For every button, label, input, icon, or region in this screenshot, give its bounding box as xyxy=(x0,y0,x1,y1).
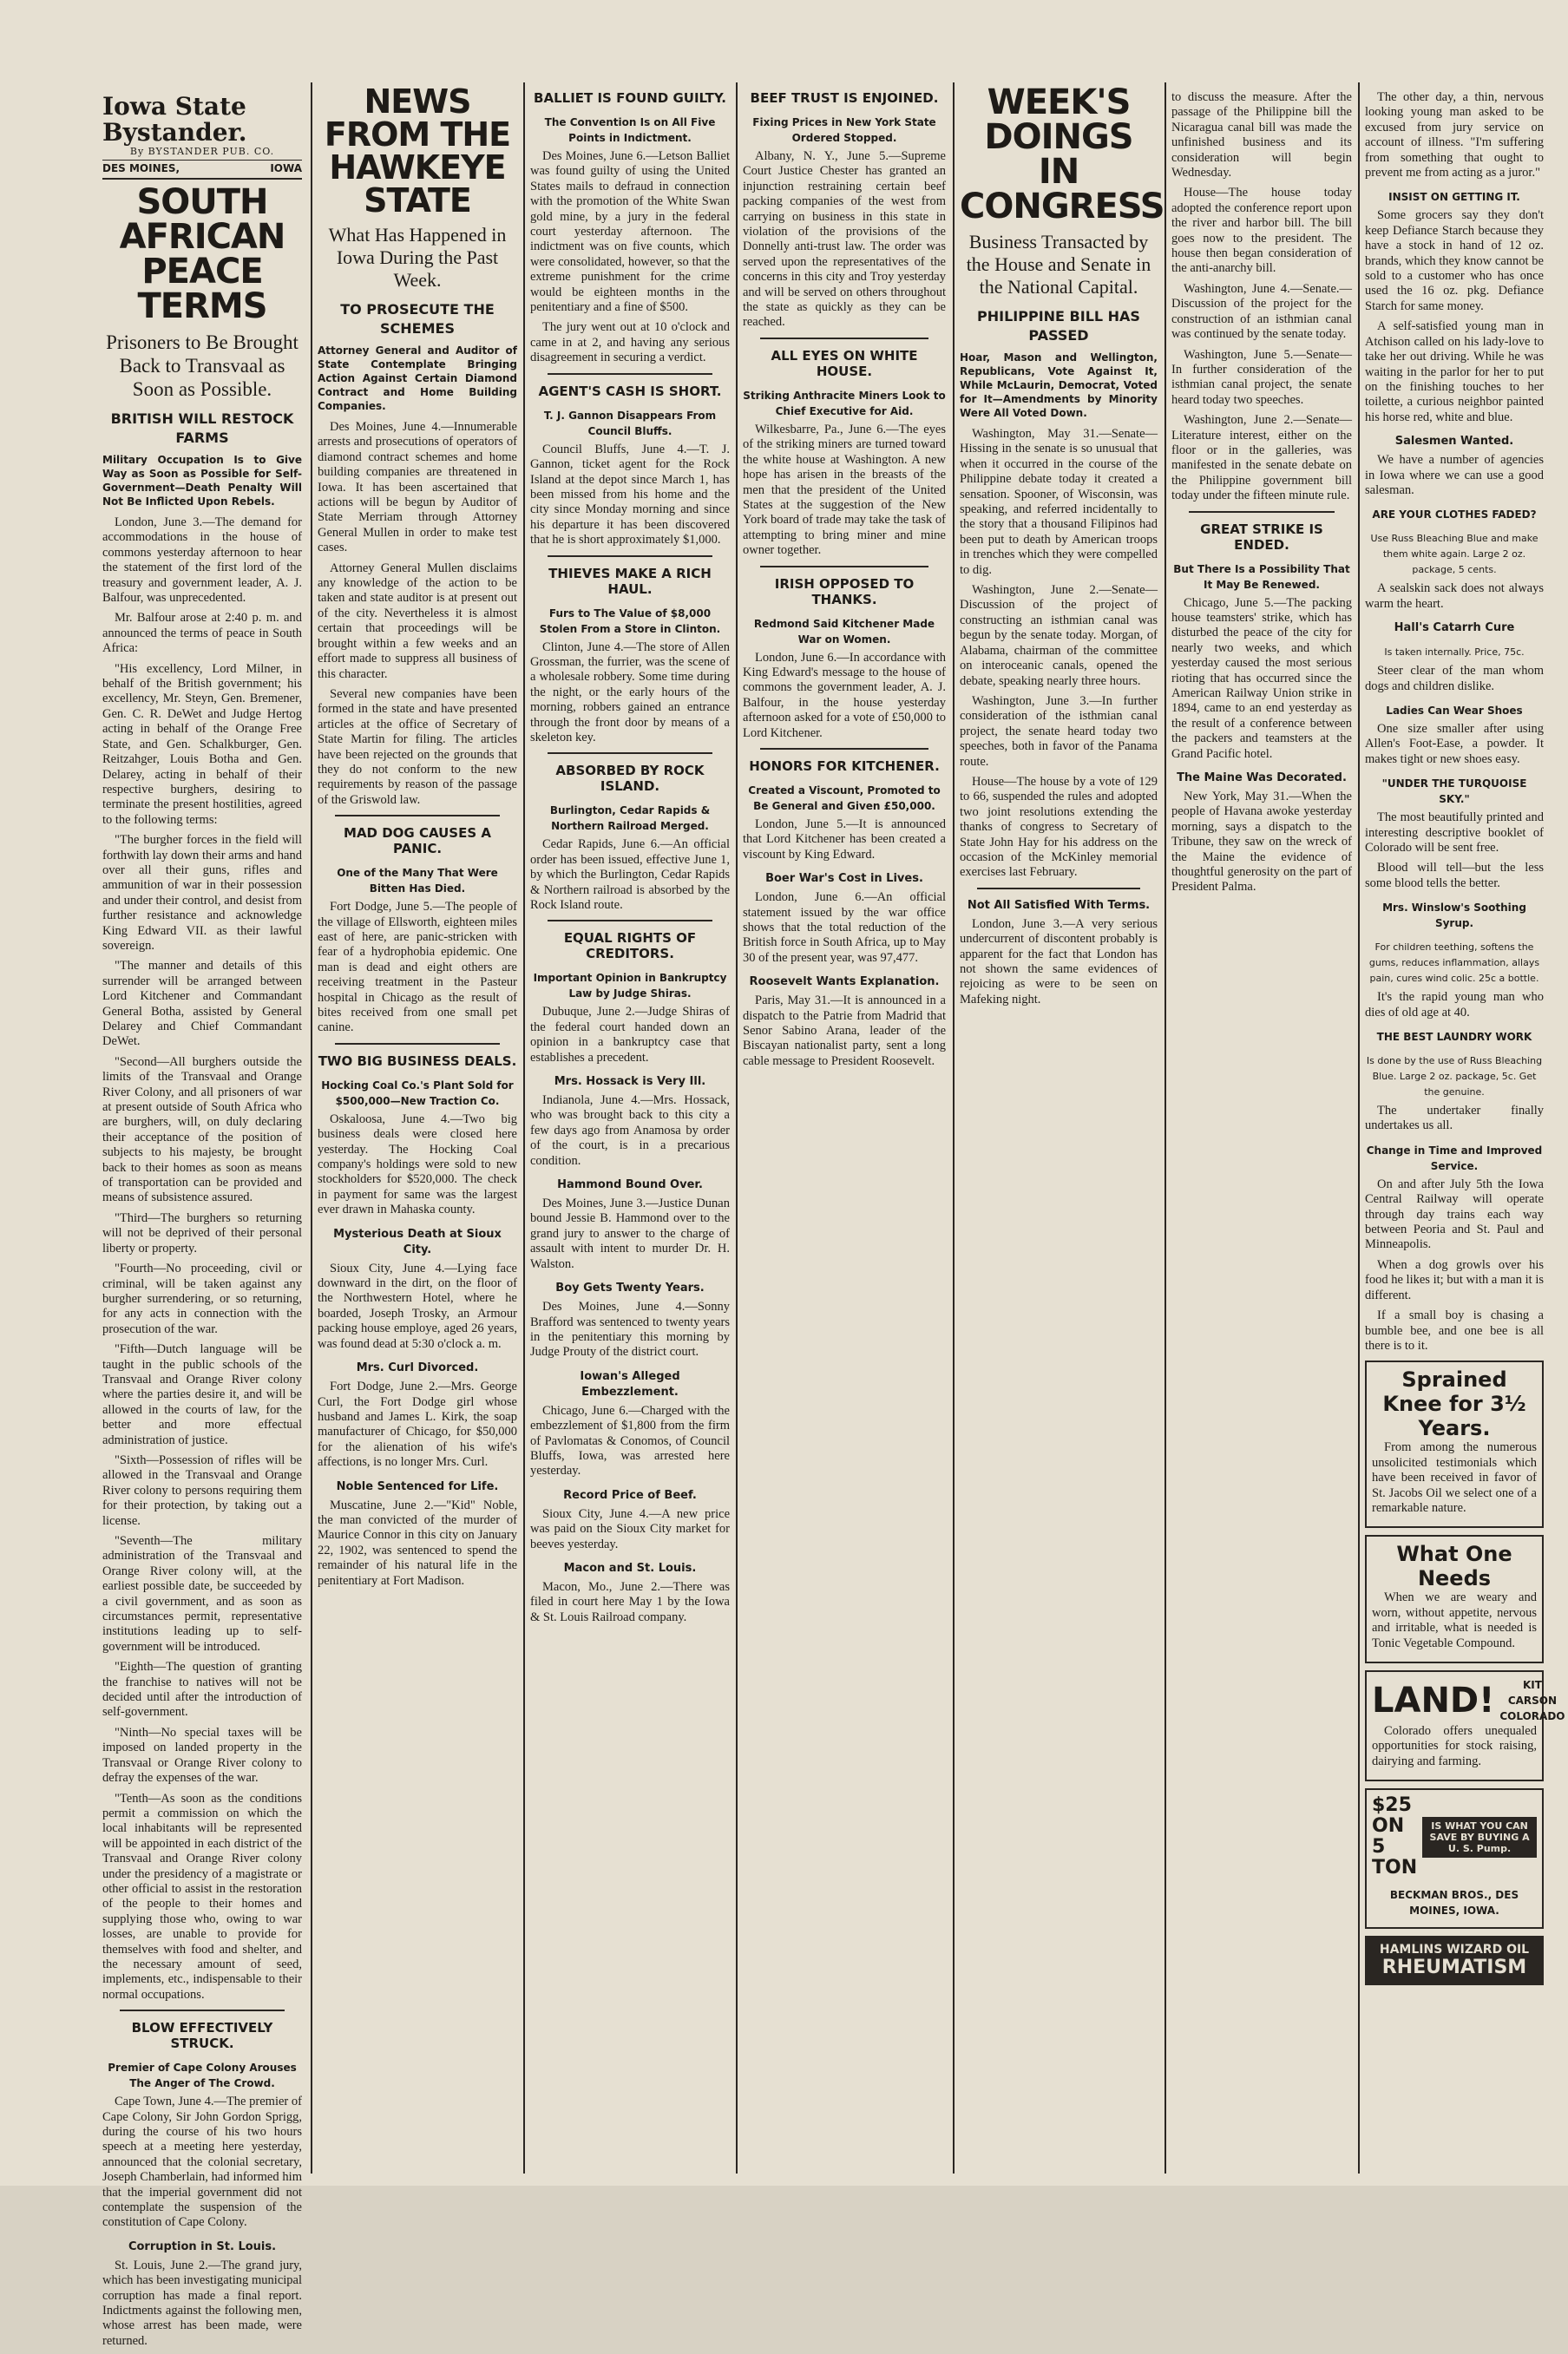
column-rule xyxy=(736,82,738,2174)
subheadline: Furs to The Value of $8,000 Stolen From a Store in Clinton. xyxy=(539,607,721,635)
ad-headline: RHEUMATISM xyxy=(1381,1957,1527,1979)
paragraph: One size smaller after using Allen's Foot-Ease, a powder. It makes tight or new shoes easy. xyxy=(1365,721,1544,766)
subheadline: Mrs. Winslow's Soothing Syrup. xyxy=(1382,902,1526,930)
paragraph: to discuss the measure. After the passage of the Philippine bill the Nicaragua canal bill was made the unfinished business and its consideration will begin Wednesday. xyxy=(1171,90,1352,180)
paragraph: Clinton, June 4.—The store of Allen Grossman, the furrier, was the scene of a wholesale robbery. Some time during the night, or the early hours of the morning, robbers gained an entrance through the front door by means of a skeleton key. xyxy=(530,639,730,744)
advertisement xyxy=(1365,1936,1544,1985)
paragraph: The other day, a thin, nervous looking young man asked to be excused from jury service on account of illness. "I'm suffering from something that ought to prevent me from acting as a juror." xyxy=(1365,90,1544,180)
divider xyxy=(760,566,928,567)
paragraph: Des Moines, June 3.—Justice Dunan bound Jessie B. Hammond over to the grand jury to answer to the charge of assault with intent to murder Dr. H. Walston. xyxy=(530,1197,730,1271)
paragraph: "The burgher forces in the field will forthwith lay down their arms and hand over all their guns, rifles and ammunition of war in their possession and under their control, and desist from further resistance and acknowledge King Edward VII. as their lawful sovereign. xyxy=(102,833,302,953)
advertisement xyxy=(1365,1788,1544,1929)
paragraph: Chicago, June 5.—The packing house teamsters' strike, which has disturbed the peace of the city for nearly two weeks, and which yesterday caused the most serious rioting that has occurred since the American Railway Union strike in 1894, came to an end yesterday as the result of a conference between the packers and teamsters at the Grand Pacific hotel. xyxy=(1171,595,1352,761)
subheadline: THIEVES MAKE A RICH HAUL. xyxy=(548,565,712,597)
divider xyxy=(548,555,712,557)
paragraph: New York, May 31.—When the people of Havana awoke yesterday morning, says a dispatch to the Tribune, they saw on the wreck of the Maine the evidence of thoughtful generosity on the part of President Palma. xyxy=(1171,790,1352,895)
subheadline: ABSORBED BY ROCK ISLAND. xyxy=(555,763,705,795)
paragraph: "Second—All burghers outside the limits of the Transvaal and Orange River Colony, and all prisoners of war at present outside of South Africa who are burghers, will, on duly declaring their acceptance of the position of subjects to his majesty, be brought back to their homes as soon as means of transportation can be provided and means of subsistence assured. xyxy=(102,1054,302,1205)
subheadline: Hammond Bound Over. xyxy=(557,1178,703,1192)
masthead-state: IOWA xyxy=(270,162,302,174)
subheadline: HONORS FOR KITCHENER. xyxy=(749,757,940,774)
subheadline: ARE YOUR CLOTHES FADED? xyxy=(1372,508,1537,521)
subheadline: Striking Anthracite Miners Look to Chief Executive for Aid. xyxy=(743,389,946,417)
paragraph: Oskaloosa, June 4.—Two big business deals were closed here yesterday. The Hocking Coal company's holdings were sold to new stockholders for $520,000. The check in payment for same was the largest ever drawn in Mahaska county. xyxy=(318,1111,517,1217)
subheadline: Burlington, Cedar Rapids & Northern Railroad Merged. xyxy=(549,804,711,833)
paragraph: It's the rapid young man who dies of old age at 40. xyxy=(1365,990,1544,1020)
column-rule xyxy=(953,82,955,2174)
paragraph: "Third—The burghers so returning will not be deprived of their personal liberty or property. xyxy=(102,1210,302,1256)
subheadline: Hall's Catarrh Cure xyxy=(1394,621,1515,635)
paragraph: Des Moines, June 4.—Sonny Brafford was sentenced to twenty years in the penitentiary this morning by Judge Prouty of the district court. xyxy=(530,1300,730,1360)
column-1 xyxy=(102,94,302,2354)
paragraph: When a dog growls over his food he likes it; but with a man it is different. xyxy=(1365,1257,1544,1302)
paragraph: Fort Dodge, June 2.—Mrs. George Curl, the Fort Dodge girl whose husband and James L. Kirk, the soap manufacturer of Chicago, for $50,000 for the alienation of his wife's affections, is no longer Mrs. Curl. xyxy=(318,1380,517,1470)
subheadline: Roosevelt Wants Explanation. xyxy=(749,975,940,989)
subheadline: EQUAL RIGHTS OF CREDITORS. xyxy=(563,930,697,962)
column-6 xyxy=(1171,90,1352,901)
paragraph: A self-satisfied young man in Atchison called on his lady-love to take her out driving. While he was waiting in the parlor for her to put on the finishing touches to her toilette, a curious neighbor painted his horse red, white and blue. xyxy=(1365,319,1544,424)
subheadline: THE BEST LAUNDRY WORK xyxy=(1376,1031,1532,1044)
column-rule xyxy=(1358,82,1360,2174)
paragraph: Indianola, June 4.—Mrs. Hossack, who was brought back to this city a few days ago from Anamosa by order of the court, is in a precarious condition. xyxy=(530,1093,730,1168)
subheadline: Boer War's Cost in Lives. xyxy=(765,872,923,886)
advertisement xyxy=(1365,1361,1544,1528)
subheadline: BRITISH WILL RESTOCK FARMS xyxy=(110,410,294,446)
subheadline: Macon and St. Louis. xyxy=(563,1561,697,1575)
paragraph: London, June 3.—The demand for accommodations in the house of commons yesterday afternoon to hear the statement of the first lord of the treasury and government leader, A. J. Balfour, was unprecedented. xyxy=(102,515,302,606)
ad-headline: What One Needs xyxy=(1396,1542,1512,1591)
summary: Military Occupation Is to Give Way as Soon as Possible for Self-Government—Death Penalty Will Not Be Inflicted Upon Rebels. xyxy=(102,454,302,508)
headline: SOUTH AFRICAN PEACE TERMS xyxy=(119,182,285,326)
paragraph: "Tenth—As soon as the conditions permit a commission on which the local inhabitants will be represented will be appointed in each district of the Transvaal and Orange River colony under the presidency of a magistrate or other official to assist in the restoration of the people to their homes and supplying those who, owing to war losses, are unable to provide for themselves with food and shelter, and the necessary amount of seed, implements, etc., indispensable to their normal occupations. xyxy=(102,1791,302,2002)
subheadline: Important Opinion in Bankruptcy Law by Judge Shiras. xyxy=(533,972,727,1000)
paragraph: Steer clear of the man whom dogs and children dislike. xyxy=(1365,664,1544,693)
masthead-city: DES MOINES, xyxy=(102,162,180,174)
subheadline: T. J. Gannon Disappears From Council Bluffs. xyxy=(543,409,717,437)
subheadline: IRISH OPPOSED TO THANKS. xyxy=(774,575,915,607)
subheadline: Noble Sentenced for Life. xyxy=(336,1479,499,1493)
paragraph: Paris, May 31.—It is announced in a dispatch to the Patrie from Madrid that Senor Sabino Arana, leader of the Biscayan nationalist party, sent a long cable message to President Roosevelt. xyxy=(743,993,946,1068)
subheadline: Iowan's Alleged Embezzlement. xyxy=(580,1369,680,1399)
paragraph: Cedar Rapids, June 6.—An official order has been issued, effective June 1, by which the Burlington, Cedar Rapids & Northern railroad is absorbed by the Rock Island route. xyxy=(530,837,730,912)
subheadline: Premier of Cape Colony Arouses The Anger of The Crowd. xyxy=(108,2062,297,2090)
divider xyxy=(548,752,712,754)
ad-price: 5 TON xyxy=(1372,1836,1418,1879)
subheadline: Not All Satisfied With Terms. xyxy=(967,898,1151,912)
subheadline: The Maine Was Decorated. xyxy=(1177,771,1347,785)
divider xyxy=(760,338,928,339)
subheadline: Mrs. Curl Divorced. xyxy=(356,1361,479,1375)
column-7 xyxy=(1365,90,1565,1985)
paragraph: House—The house by a vote of 129 to 66, suspended the rules and adopted two joint resolutions extending the thanks of congress to Secretary of State John Hay for his address on the occasion of the McKinley memorial exercises last February. xyxy=(960,774,1158,880)
divider xyxy=(977,888,1140,889)
paragraph: Council Bluffs, June 4.—T. J. Gannon, ticket agent for the Rock Island at the depot since March 1, has been missed from his home and the city since Monday morning and since his departure it has been discovered that he is short approximately $1,000. xyxy=(530,442,730,548)
summary: Hoar, Mason and Wellington, Republicans, Vote Against It, While McLaurin, Democrat, Voted for It—Amendments by Minority Were All Voted Down. xyxy=(960,351,1158,419)
ad-headline: LAND! xyxy=(1372,1680,1495,1721)
ad-headline: HAMLINS WIZARD OIL xyxy=(1379,1943,1530,1957)
paragraph: St. Louis, June 2.—The grand jury, which has been investigating municipal corruption has made a final report. Indictments against the following men, whose arrest has been made, were returned. xyxy=(102,2258,302,2348)
column-3 xyxy=(530,90,730,1630)
deck: Prisoners to Be Brought Back to Transvaal as Soon as Possible. xyxy=(106,331,299,400)
subheadline: Salesmen Wanted. xyxy=(1394,435,1514,449)
paragraph: Albany, N. Y., June 5.—Supreme Court Justice Chester has granted an injunction restraining certain beef packing companies of the west from carrying on business in this state in violation of the provisions of the Donnelly anti-trust law. The order was served upon the representatives of the concerns in this city and Troy yesterday and will be served on others throughout the state as quickly as they can be reached. xyxy=(743,149,946,330)
paragraph: Wilkesbarre, Pa., June 6.—The eyes of the striking miners are turned toward the white house at Washington. A new hope has arisen in the breasts of the men that the president of the United States at the suggestion of the New York board of trade may take the task of attempting to bring miner and mine owner together. xyxy=(743,422,946,558)
subheadline: Record Price of Beef. xyxy=(563,1488,697,1502)
subheadline: For children teething, softens the gums, reduces inflammation, allays pain, cures wind colic. 25c a bottle. xyxy=(1368,941,1540,985)
subheadline: But There Is a Possibility That It May Be Renewed. xyxy=(1173,562,1350,591)
paragraph: London, June 3.—A very serious undercurrent of discontent probably is apparent for the fact that London has not shown the same evidences of rejoicing as were to be seen on Mafeking night. xyxy=(960,916,1158,1007)
advertisement xyxy=(1365,1535,1544,1663)
divider xyxy=(548,920,712,921)
paragraph: A sealskin sack does not always warm the heart. xyxy=(1365,581,1544,611)
masthead xyxy=(102,94,302,180)
paragraph: Des Moines, June 6.—Letson Balliet was found guilty of using the United States mails to defraud in connection with the promotion of the White Swan gold mine, by a jury in the federal court yesterday afternoon. The indictment was on five counts, which were consolidated, however, so that the extreme punishment for the crime would be eighteen months in the penitentiary and a fine of $500. xyxy=(530,149,730,315)
masthead-publisher: By BYSTANDER PUB. CO. xyxy=(129,146,275,157)
column-4 xyxy=(743,90,946,1074)
divider xyxy=(548,373,712,375)
paragraph: Des Moines, June 4.—Innumerable arrests and prosecutions of operators of diamond contract schemes and home building companies are threatened in Iowa. It has been ascertained that actions will be begun by Auditor of State Merriam through Attorney General Mullen in order to make test cases. xyxy=(318,420,517,555)
subheadline: BALLIET IS FOUND GUILTY. xyxy=(534,90,726,106)
subheadline: Created a Viscount, Promoted to Be General and Given £50,000. xyxy=(748,784,941,812)
subheadline: Is taken internally. Price, 75c. xyxy=(1384,646,1525,659)
subheadline: One of the Many That Were Bitten Has Died. xyxy=(337,867,498,895)
paragraph: "Fourth—No proceeding, civil or criminal, will be taken against any burgher surrendering, or so returning, for any acts in connection with the prosecution of the war. xyxy=(102,1262,302,1336)
paragraph: Attorney General Mullen disclaims any knowledge of the action to be taken and state auditor is at present out of the city. Nevertheless it is almost certain that proceedings will be brought within a few weeks and an effort made to suppress all business of this character. xyxy=(318,561,517,681)
subheadline: Ladies Can Wear Shoes xyxy=(1386,704,1523,717)
paragraph: Sioux City, June 4.—A new price was paid on the Sioux City market for beeves yesterday. xyxy=(530,1506,730,1551)
ad-subheadline: KIT CARSON COLORADO xyxy=(1499,1678,1565,1722)
deck: Business Transacted by the House and Senate in the National Capital. xyxy=(966,231,1151,298)
subheadline: BLOW EFFECTIVELY STRUCK. xyxy=(131,2020,273,2052)
column-rule xyxy=(311,82,312,2174)
paragraph: Some grocers say they don't keep Defiance Starch because they have a stock in hand of 12 oz. brands, which they know cannot be sold to a customer who has once used the 16 oz. pkg. Defiance Starch for same money. xyxy=(1365,208,1544,313)
ad-body: When we are weary and worn, without appetite, nervous and irritable, what is needed is Tonic Vegetable Compound. xyxy=(1372,1590,1537,1650)
subheadline: Mrs. Hossack is Very Ill. xyxy=(554,1075,706,1089)
subheadline: Change in Time and Improved Service. xyxy=(1366,1144,1543,1172)
subheadline: Corruption in St. Louis. xyxy=(128,2239,277,2253)
divider xyxy=(335,815,500,816)
paragraph: Sioux City, June 4.—Lying face downward in the dirt, on the floor of the Northwestern Hotel, where he boarded, Joseph Trosky, an Armour packing house employe, aged 26 years, was found dead at 5:30 o'clock a. m. xyxy=(318,1261,517,1351)
paragraph: Dubuque, June 2.—Judge Shiras of the federal court handed down an opinion in a bankruptcy case that establishes a precedent. xyxy=(530,1005,730,1065)
divider xyxy=(1189,511,1335,513)
deck: What Has Happened in Iowa During the Past Week. xyxy=(328,224,507,291)
paragraph: Muscatine, June 2.—"Kid" Noble, the man convicted of the murder of Maurice Connor in this city on January 22, 1902, was sentenced to spend the remainder of his natural life in the penitentiary at Fort Madison. xyxy=(318,1498,517,1588)
paragraph: Washington, June 5.—Senate—In further consideration of the isthmian canal project, the senate heard today two speeches. xyxy=(1171,347,1352,407)
paragraph: Washington, June 4.—Senate.—Discussion of the project for the construction of an isthmian canal was continued by the senate today. xyxy=(1171,281,1352,342)
subheadline: Hocking Coal Co.'s Plant Sold for $500,000—New Traction Co. xyxy=(321,1079,514,1107)
paragraph: Macon, Mo., June 2.—There was filed in court here May 1 by the Iowa & St. Louis Railroad company. xyxy=(530,1579,730,1624)
paragraph: "Sixth—Possession of rifles will be allowed in the Transvaal and Orange River colony to persons requiring them for their protection, by taking out a license. xyxy=(102,1452,302,1528)
masthead-title: Iowa State Bystander. xyxy=(102,92,247,147)
paragraph: "The manner and details of this surrender will be arranged between Lord Kitchener and Commandant General Botha, assisted by General Delarey and Chief Commandant DeWet. xyxy=(102,959,302,1049)
subheadline: Boy Gets Twenty Years. xyxy=(555,1282,705,1295)
column-2 xyxy=(318,82,517,1594)
summary: Attorney General and Auditor of State Contemplate Bringing Action Against Certain Diamond Contract and Home Building Companies. xyxy=(318,344,517,412)
paragraph: The jury went out at 10 o'clock and came in at 2, and having any serious disagreement in securing a verdict. xyxy=(530,320,730,365)
paragraph: The undertaker finally undertakes us all. xyxy=(1365,1104,1544,1133)
subheadline: PHILIPPINE BILL HAS PASSED xyxy=(977,308,1140,344)
paragraph: Washington, June 2.—Senate—Literature interest, either on the floor or in the galleries, was manifested in the senate debate on the Philippine government bill today under the fifteen minute rule. xyxy=(1171,413,1352,503)
subheadline: Is done by the use of Russ Bleaching Blue. Large 2 oz. package, 5c. Get the genuine. xyxy=(1366,1055,1543,1098)
divider xyxy=(760,748,928,750)
paragraph: "Eighth—The question of granting the franchise to natives will not be decided until after the introduction of self-government. xyxy=(102,1660,302,1720)
column-rule xyxy=(523,82,525,2174)
paragraph: London, June 5.—It is announced that Lord Kitchener has been created a viscount by King Edward. xyxy=(743,816,946,862)
paragraph: "His excellency, Lord Milner, in behalf of the British government; his excellency, Mr. Steyn, Gen. Bremener, Gen. C. R. DeWet and Judge Hertog acting in behalf of the Orange Free State, and Gen. Schalkburger, Gen. Reitzahger, Louis Botha and Gen. Delarey, acting in behalf of their respective burghers, desiring to terminate the present hostilities, agreed to the following terms: xyxy=(102,661,302,827)
paragraph: Blood will tell—but the less some blood tells the better. xyxy=(1365,861,1544,890)
subheadline: INSIST ON GETTING IT. xyxy=(1388,191,1520,204)
paragraph: The most beautifully printed and interesting descriptive booklet of Colorado will be sent free. xyxy=(1365,810,1544,855)
ad-body: Colorado offers unequaled opportunities for stock raising, dairying and farming. xyxy=(1372,1723,1537,1768)
ad-headline: Sprained Knee for 3½ Years. xyxy=(1382,1367,1526,1441)
paragraph: Washington, June 3.—In further consideration of the isthmian canal project, the senate heard today two speeches, both in favor of the Panama route. xyxy=(960,693,1158,769)
paragraph: "Fifth—Dutch language will be taught in the public schools of the Transvaal and Orange River colony where the parties desire it, and will be allowed in the courts of law, for the better and more effectual administration of justice. xyxy=(102,1342,302,1447)
paragraph: House—The house today adopted the conference report upon the river and harbor bill. The bill goes now to the president. The house then began consideration of the anti-anarchy bill. xyxy=(1171,186,1352,276)
paragraph: Washington, May 31.—Senate—Hissing in the senate is so unusual that when it occurred in the course of the Philippine debate today it created a sensation. Spooner, of Wisconsin, was speaking, and referred incidentally to the story that a thousand Filipinos had been put to death by American troops in trenches which they were compelled to dig. xyxy=(960,427,1158,577)
ad-footer: BECKMAN BROS., DES MOINES, IOWA. xyxy=(1389,1889,1519,1918)
advertisement xyxy=(1365,1670,1565,1781)
subheadline: Fixing Prices in New York State Ordered Stopped. xyxy=(752,116,936,144)
paragraph: "Ninth—No special taxes will be imposed on landed property in the Transvaal or Orange River colony to defray the expenses of the war. xyxy=(102,1725,302,1786)
subheadline: MAD DOG CAUSES A PANIC. xyxy=(344,825,491,857)
subheadline: TO PROSECUTE THE SCHEMES xyxy=(340,301,495,337)
subheadline: BEEF TRUST IS ENJOINED. xyxy=(750,90,939,106)
paragraph: If a small boy is chasing a bumble bee, and one bee is all there is to it. xyxy=(1365,1308,1544,1353)
paragraph: Several new companies have been formed in the state and have presented articles at the office of Secretary of State Martin for filing. The articles have been rejected on the grounds that they do not conform to the new requirements by reason of the passage of the Griswold law. xyxy=(318,686,517,807)
subheadline: GREAT STRIKE IS ENDED. xyxy=(1200,521,1323,553)
paragraph: Cape Town, June 4.—The premier of Cape Colony, Sir John Gordon Sprigg, during the course of his two hours speech at a meeting here yesterday, announced that the colonial secretary, Joseph Chamberlain, had informed him that the imperial government did not contemplate the suspension of the constitution of Cape Colony. xyxy=(102,2095,302,2230)
paragraph: London, June 6.—An official statement issued by the war office shows that the total reduction of the British force in South Africa, up to May 30 of the present year, was 97,477. xyxy=(743,890,946,965)
subheadline: ALL EYES ON WHITE HOUSE. xyxy=(771,347,918,379)
divider xyxy=(120,2010,285,2011)
paragraph: Washington, June 2.—Senate—Discussion of the project of constructing an isthmian canal was begun by the senate today. Morgan, of Alabama, chairman of the committee on interoceanic canals, opened the debate, speaking nearly three hours. xyxy=(960,583,1158,688)
divider xyxy=(335,1043,500,1045)
headline: NEWS FROM THE HAWKEYE STATE xyxy=(324,82,511,220)
subheadline: Redmond Said Kitchener Made War on Women. xyxy=(753,617,935,646)
column-rule xyxy=(1165,82,1166,2174)
headline: WEEK'S DOINGS IN CONGRESS xyxy=(960,82,1165,226)
paragraph: Fort Dodge, June 5.—The people of the village of Ellsworth, eighteen miles east of here, are panic-stricken with fear of a hydrophobia epidemic. One man is dead and eight others are receiving treatment in the Pasteur hospital in Chicago as the result of bites received from one small pet canine. xyxy=(318,900,517,1035)
subheadline: "UNDER THE TURQUOISE SKY." xyxy=(1381,777,1527,806)
subheadline: TWO BIG BUSINESS DEALS. xyxy=(318,1052,517,1069)
paragraph: We have a number of agencies in Iowa where we can use a good salesman. xyxy=(1365,453,1544,497)
subheadline: Mysterious Death at Sioux City. xyxy=(333,1227,502,1256)
subheadline: The Convention Is on All Five Points in Indictment. xyxy=(544,116,716,144)
paragraph: Mr. Balfour arose at 2:40 p. m. and announced the terms of peace in South Africa: xyxy=(102,611,302,656)
subheadline: Use Russ Bleaching Blue and make them white again. Large 2 oz. package, 5 cents. xyxy=(1370,533,1538,576)
column-5 xyxy=(960,82,1165,1013)
paragraph: London, June 6.—In accordance with King Edward's message to the house of commons the government leader, A. J. Balfour, in the house yesterday afternoon asked for a vote of £50,000 to Lord Kitchener. xyxy=(743,650,946,740)
subheadline: AGENT'S CASH IS SHORT. xyxy=(538,383,722,399)
paragraph: Chicago, June 6.—Charged with the embezzlement of $1,800 from the firm of Pavlomatas & Conomos, of Council Bluffs, Iowa, was arrested here yesterday. xyxy=(530,1403,730,1479)
paragraph: On and after July 5th the Iowa Central Railway will operate through day trains each way between Peoria and St. Paul and Minneapolis. xyxy=(1365,1177,1544,1252)
ad-body: IS WHAT YOU CAN SAVE BY BUYING A U. S. Pump. xyxy=(1422,1817,1537,1858)
paragraph: "Seventh—The military administration of the Transvaal and Orange River colony will, at the earliest possible date, be succeeded by a civil government, and as soon as circumstances permit, representative institutions leading up to self-government will be introduced. xyxy=(102,1534,302,1654)
ad-body: From among the numerous unsolicited testimonials which have been received in favor of St. Jacobs Oil we select one of a remarkable nature. xyxy=(1372,1440,1537,1515)
ad-price: $25 ON xyxy=(1372,1794,1412,1838)
